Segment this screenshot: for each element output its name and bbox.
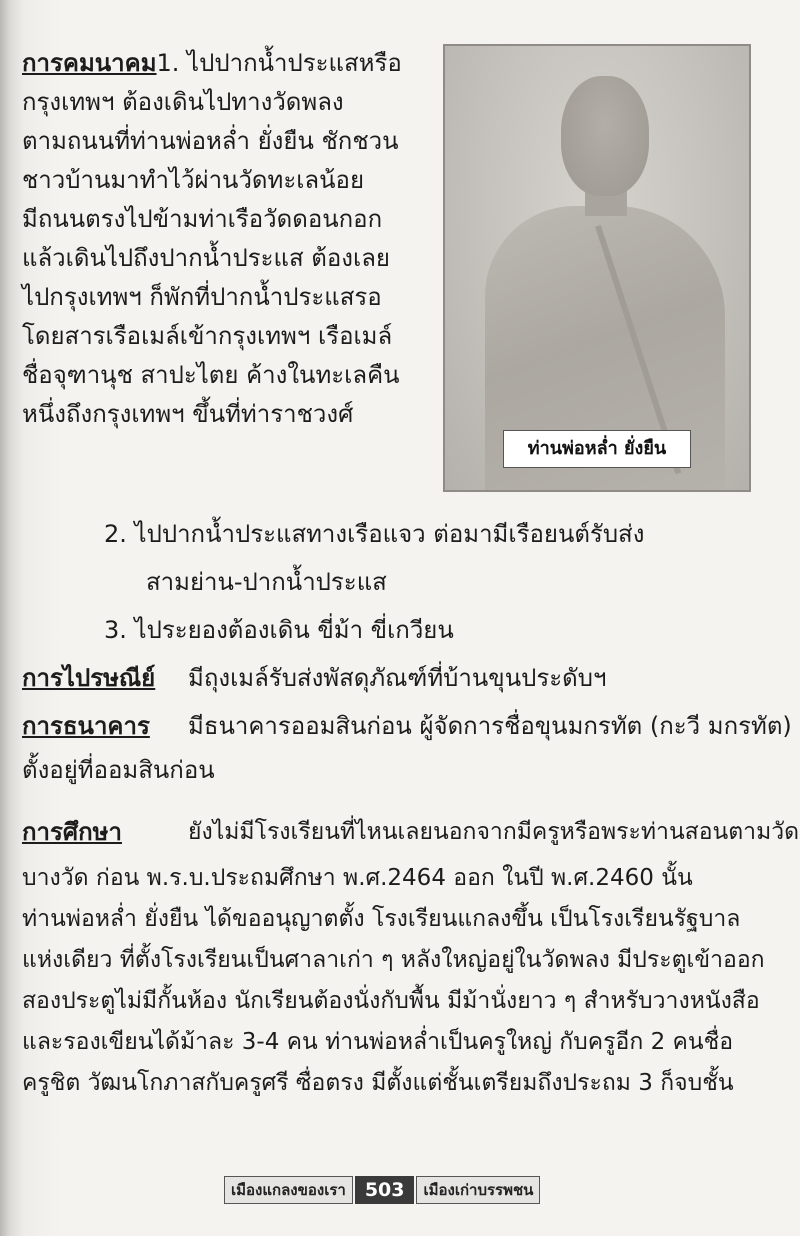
- transport-line-5: มีถนนตรงไปข้ามท่าเรือวัดดอนกอก: [22, 205, 383, 233]
- transport-line-8: โดยสารเรือเมล์เข้ากรุงเทพฯ เรือเมล์: [22, 322, 393, 350]
- education-heading: การศึกษา: [22, 818, 122, 846]
- transport-line-2: กรุงเทพฯ ต้องเดินไปทางวัดพลง: [22, 88, 344, 116]
- bank-text-1: มีธนาคารออมสินก่อน ผู้จัดการชื่อขุนมกรทัต (กะวี มกรทัต): [188, 712, 792, 740]
- footer-book-title: เมืองแกลงของเรา: [224, 1176, 353, 1204]
- transport-line-7: ไปกรุงเทพฯ ก็พักที่ปากน้ำประแสรอ: [22, 283, 382, 311]
- transport-line-10: หนึ่งถึงกรุงเทพฯ ขึ้นที่ท่าราชวงศ์: [22, 400, 354, 428]
- transport-line-4: ชาวบ้านมาทำไว้ผ่านวัดทะเลน้อย: [22, 166, 365, 194]
- education-line-7: ครูชิต วัฒนโกภาสกับครูศรี ซื่อตรง มีตั้งแต่ชั้นเตรียมถึงประถม 3 ก็จบชั้น: [22, 1070, 734, 1096]
- photo-head: [561, 76, 649, 196]
- education-line-2: บางวัด ก่อน พ.ร.บ.ประถมศึกษา พ.ศ.2464 ออก ในปี พ.ศ.2460 นั้น: [22, 865, 693, 891]
- education-line-1: ยังไม่มีโรงเรียนที่ไหนเลยนอกจากมีครูหรือพระท่านสอนตามวัด: [188, 819, 800, 845]
- page-footer: [224, 1176, 540, 1204]
- education-line-4: แห่งเดียว ที่ตั้งโรงเรียนเป็นศาลาเก่า ๆ หลังใหญ่อยู่ในวัดพลง มีประตูเข้าออก: [22, 947, 765, 973]
- transport-line-1: การคมนาคม1. ไปปากน้ำประแสหรือ: [22, 49, 402, 77]
- footer-chapter-title: เมืองเก่าบรรพชน: [416, 1176, 540, 1204]
- education-line-3: ท่านพ่อหล่ำ ยั่งยืน ได้ขออนุญาตตั้ง โรงเรียนแกลงขึ้น เป็นโรงเรียนรัฐบาล: [22, 906, 741, 932]
- transport-item-2-cont: สามย่าน-ปากน้ำประแส: [146, 568, 387, 596]
- transport-item-2: 2. ไปปากน้ำประแสทางเรือแจว ต่อมามีเรือยนต์รับส่ง: [104, 520, 645, 548]
- transport-heading: การคมนาคม: [22, 49, 157, 77]
- monk-photo: [443, 44, 751, 492]
- transport-line-9: ชื่อจุฑานุช สาปะไตย ค้างในทะเลคืน: [22, 361, 400, 389]
- post-text: มีถุงเมล์รับส่งพัสดุภัณฑ์ที่บ้านขุนประดับฯ: [188, 664, 607, 692]
- education-body: [22, 858, 778, 1104]
- page-number: 503: [355, 1176, 415, 1204]
- education-line-5: สองประตูไม่มีกั้นห้อง นักเรียนต้องนั่งกับพื้น มีม้านั่งยาว ๆ สำหรับวางหนังสือ: [22, 988, 760, 1014]
- post-heading: การไปรษณีย์: [22, 664, 156, 692]
- bank-heading: การธนาคาร: [22, 712, 150, 740]
- photo-caption: ท่านพ่อหล่ำ ยั่งยืน: [503, 430, 691, 468]
- transport-section: [22, 44, 414, 434]
- transport-item-3: 3. ไประยองต้องเดิน ขี่ม้า ขี่เกวียน: [104, 616, 454, 644]
- bank-text-2: ตั้งอยู่ที่ออมสินก่อน: [22, 756, 215, 784]
- transport-line-6: แล้วเดินไปถึงปากน้ำประแส ต้องเลย: [22, 244, 390, 272]
- transport-line-3: ตามถนนที่ท่านพ่อหล่ำ ยั่งยืน ชักชวน: [22, 127, 399, 155]
- education-line-6: และรองเขียนได้ม้าละ 3-4 คน ท่านพ่อหล่ำเป็นครูใหญ่ กับครูอีก 2 คนชื่อ: [22, 1029, 734, 1055]
